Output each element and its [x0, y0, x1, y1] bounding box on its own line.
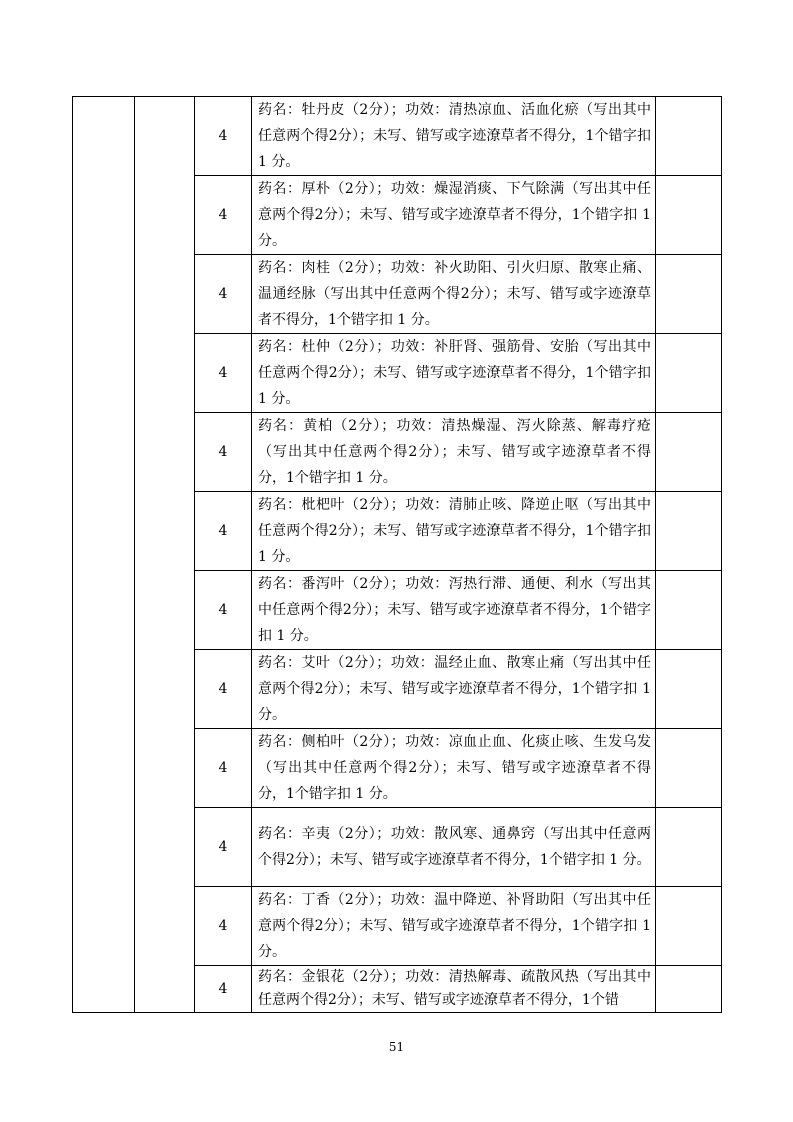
score-cell: 4 — [195, 808, 252, 887]
category-cell — [73, 97, 135, 1013]
score-cell: 4 — [195, 334, 252, 413]
criteria-cell: 药名：番泻叶（2分）；功效：泻热行滞、通便、利水（写出其中任意两个得2分）；未写、错写或字迹潦草者不得分，1个错字扣 1 分。 — [252, 571, 656, 650]
criteria-cell: 药名：枇杷叶（2分）；功效：清肺止咳、降逆止呕（写出其中任意两个得2分）；未写、错写或字迹潦草者不得分，1个错字扣 1 分。 — [252, 492, 656, 571]
remarks-cell — [656, 413, 722, 492]
score-cell: 4 — [195, 571, 252, 650]
criteria-cell: 药名：杜仲（2分）；功效：补肝肾、强筋骨、安胎（写出其中任意两个得2分）；未写、错写或字迹潦草者不得分，1个错字扣 1 分。 — [252, 334, 656, 413]
criteria-cell: 药名：艾叶（2分）；功效：温经止血、散寒止痛（写出其中任意两个得2分）；未写、错写或字迹潦草者不得分，1个错字扣 1 分。 — [252, 650, 656, 729]
score-cell: 4 — [195, 413, 252, 492]
remarks-cell — [656, 97, 722, 176]
criteria-cell: 药名：丁香（2分）；功效：温中降逆、补肾助阳（写出其中任意两个得2分）；未写、错写或字迹潦草者不得分，1个错字扣 1 分。 — [252, 887, 656, 966]
remarks-cell — [656, 808, 722, 887]
grading-table — [72, 96, 722, 1013]
criteria-cell: 药名：肉桂（2分）；功效：补火助阳、引火归原、散寒止痛、温通经脉（写出其中任意两个得2分）；未写、错写或字迹潦草者不得分，1个错字扣 1 分。 — [252, 255, 656, 334]
remarks-cell — [656, 492, 722, 571]
criteria-cell: 药名：黄柏（2分）；功效：清热燥湿、泻火除蒸、解毒疗疮（写出其中任意两个得2分）；未写、错写或字迹潦草者不得分，1个错字扣 1 分。 — [252, 413, 656, 492]
score-cell: 4 — [195, 729, 252, 808]
score-cell: 4 — [195, 966, 252, 1013]
remarks-cell — [656, 650, 722, 729]
remarks-cell — [656, 729, 722, 808]
remarks-cell — [656, 887, 722, 966]
remarks-cell — [656, 571, 722, 650]
table-row — [73, 97, 722, 176]
score-cell: 4 — [195, 97, 252, 176]
item-cell — [135, 97, 195, 1013]
criteria-cell: 药名：牡丹皮（2分）；功效：清热凉血、活血化瘀（写出其中任意两个得2分）；未写、错写或字迹潦草者不得分，1个错字扣 1 分。 — [252, 97, 656, 176]
score-cell: 4 — [195, 650, 252, 729]
page-number: 51 — [388, 1040, 405, 1054]
score-cell: 4 — [195, 492, 252, 571]
remarks-cell — [656, 966, 722, 1013]
score-cell: 4 — [195, 176, 252, 255]
remarks-cell — [656, 176, 722, 255]
remarks-cell — [656, 255, 722, 334]
criteria-cell: 药名：金银花（2分）；功效：清热解毒、疏散风热（写出其中任意两个得2分）；未写、错写或字迹潦草者不得分，1个错 — [252, 966, 656, 1013]
criteria-cell: 药名：辛夷（2分）；功效：散风寒、通鼻窍（写出其中任意两个得2分）；未写、错写或字迹潦草者不得分，1个错字扣 1 分。 — [252, 808, 656, 887]
criteria-cell: 药名：侧柏叶（2分）；功效：凉血止血、化痰止咳、生发乌发（写出其中任意两个得2分）；未写、错写或字迹潦草者不得分，1个错字扣 1 分。 — [252, 729, 656, 808]
criteria-cell: 药名：厚朴（2分）；功效：燥湿消痰、下气除满（写出其中任意两个得2分）；未写、错写或字迹潦草者不得分，1个错字扣 1 分。 — [252, 176, 656, 255]
score-cell: 4 — [195, 887, 252, 966]
score-cell: 4 — [195, 255, 252, 334]
remarks-cell — [656, 334, 722, 413]
